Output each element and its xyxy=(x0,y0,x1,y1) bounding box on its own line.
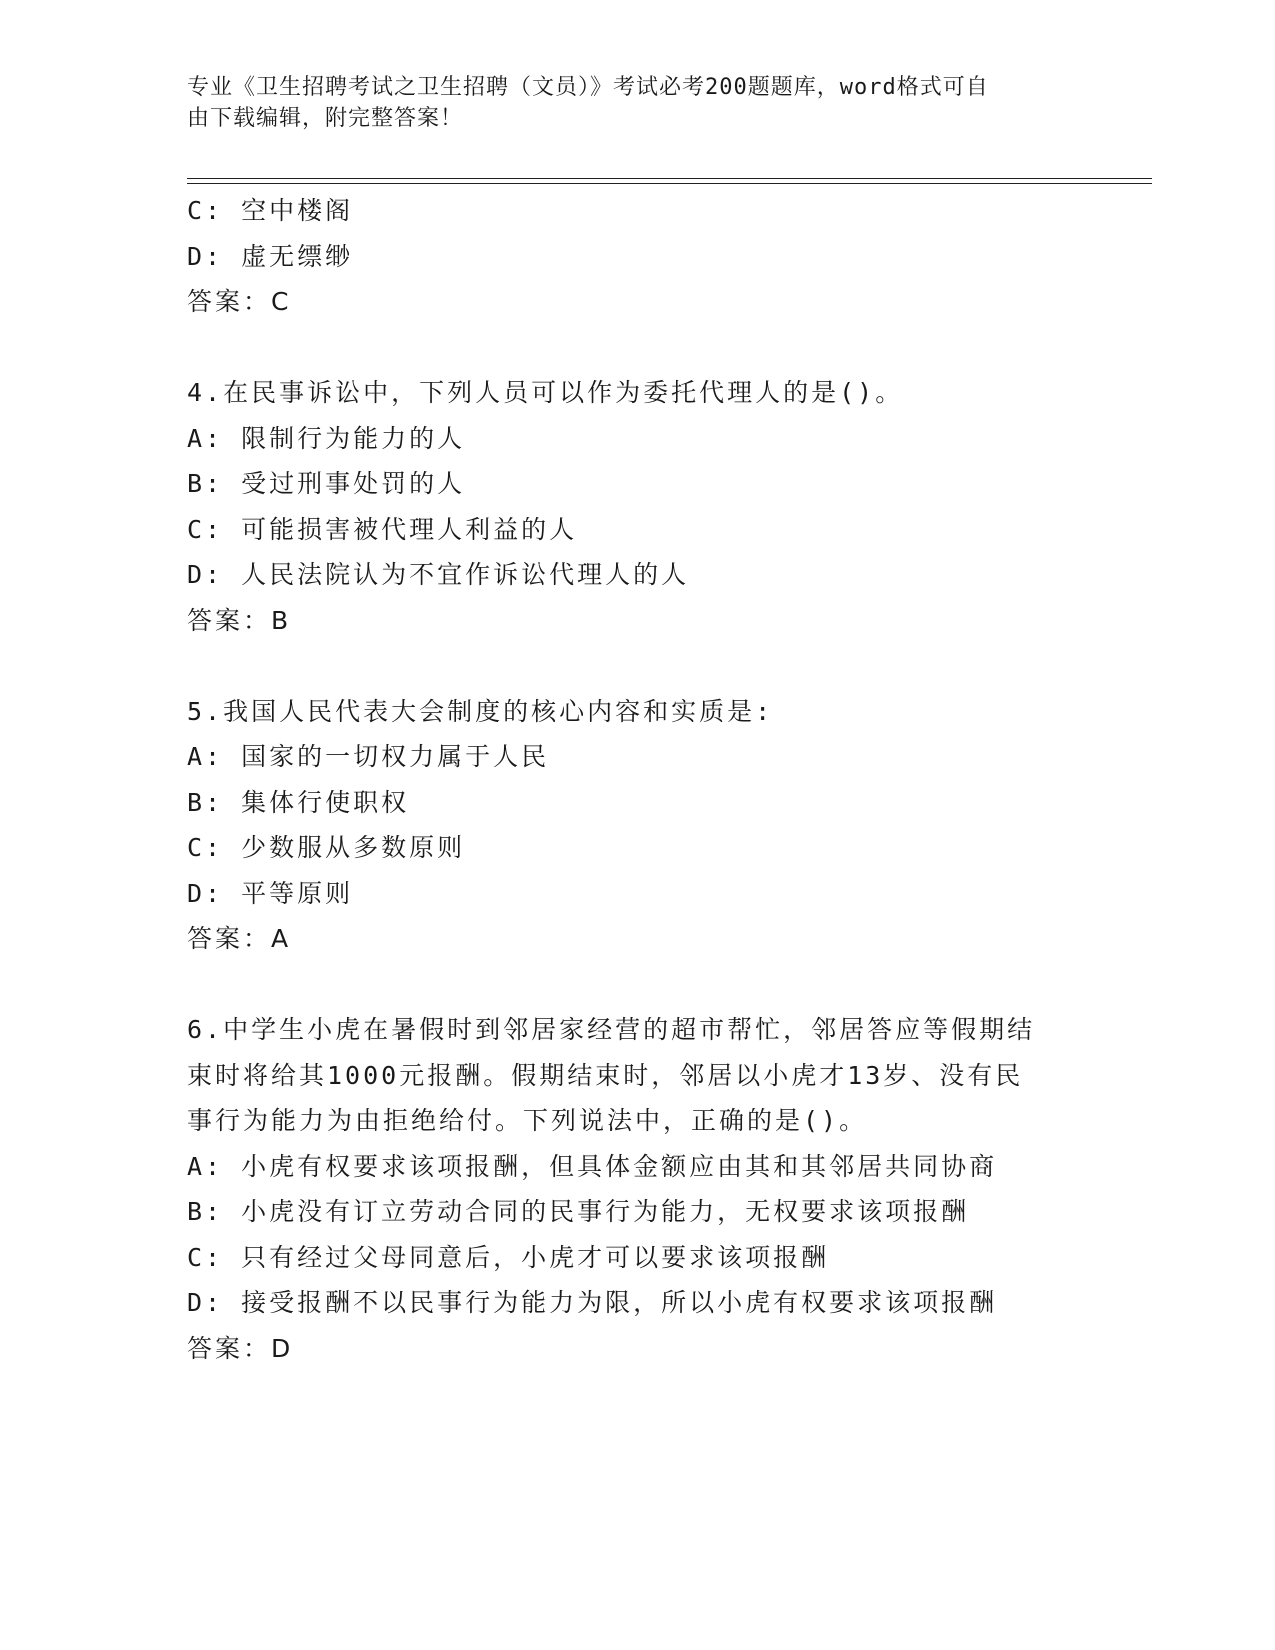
carryover-question xyxy=(187,188,1087,325)
question-gap xyxy=(187,325,1087,371)
question-6 xyxy=(187,1007,1087,1371)
option-a: A: 小虎有权要求该项报酬，但具体金额应由其和其邻居共同协商 xyxy=(187,1151,998,1181)
option-d: D: 接受报酬不以民事行为能力为限，所以小虎有权要求该项报酬 xyxy=(187,1288,998,1317)
question-stem-line-2: 束时将给其1000元报酬。假期结束时，邻居以小虎才13岁、没有民 xyxy=(187,1060,1024,1090)
question-gap xyxy=(187,643,1087,689)
question-stem: 4.在民事诉讼中，下列人员可以作为委托代理人的是()。 xyxy=(187,378,904,407)
option-b: B: 受过刑事处罚的人 xyxy=(187,469,466,498)
answer-line: 答案：C xyxy=(187,287,292,316)
option-c: C: 少数服从多数原则 xyxy=(187,833,466,862)
header-divider-bottom xyxy=(187,183,1152,184)
question-stem-line-3: 事行为能力为由拒绝给付。下列说法中，正确的是()。 xyxy=(187,1106,868,1135)
question-5 xyxy=(187,689,1087,962)
option-b: B: 集体行使职权 xyxy=(187,787,410,817)
option-d: D: 平等原则 xyxy=(187,878,354,908)
option-c: C: 空中楼阁 xyxy=(187,196,354,225)
option-a: A: 限制行为能力的人 xyxy=(187,423,466,453)
option-a: A: 国家的一切权力属于人民 xyxy=(187,742,550,771)
header-divider-top xyxy=(187,178,1152,179)
document-header xyxy=(187,72,1087,134)
header-line-1: 专业《卫生招聘考试之卫生招聘（文员）》考试必考200题题库，word格式可自 xyxy=(187,75,989,100)
option-c: C: 只有经过父母同意后，小虎才可以要求该项报酬 xyxy=(187,1242,830,1272)
answer-line: 答案：B xyxy=(187,605,292,635)
question-list xyxy=(187,188,1087,1371)
question-4 xyxy=(187,370,1087,643)
question-stem-line-1: 6.中学生小虎在暑假时到邻居家经营的超市帮忙，邻居答应等假期结 xyxy=(187,1015,1036,1044)
header-line-2: 由下载编辑，附完整答案！ xyxy=(187,106,464,131)
option-c: C: 可能损害被代理人利益的人 xyxy=(187,514,578,544)
option-d: D: 虚无缥缈 xyxy=(187,241,354,271)
question-gap xyxy=(187,962,1087,1008)
question-stem: 5.我国人民代表大会制度的核心内容和实质是: xyxy=(187,696,774,726)
answer-line: 答案：D xyxy=(187,1333,294,1363)
option-b: B: 小虎没有订立劳动合同的民事行为能力，无权要求该项报酬 xyxy=(187,1197,970,1226)
option-d: D: 人民法院认为不宜作诉讼代理人的人 xyxy=(187,560,690,589)
answer-line: 答案：A xyxy=(187,924,292,953)
